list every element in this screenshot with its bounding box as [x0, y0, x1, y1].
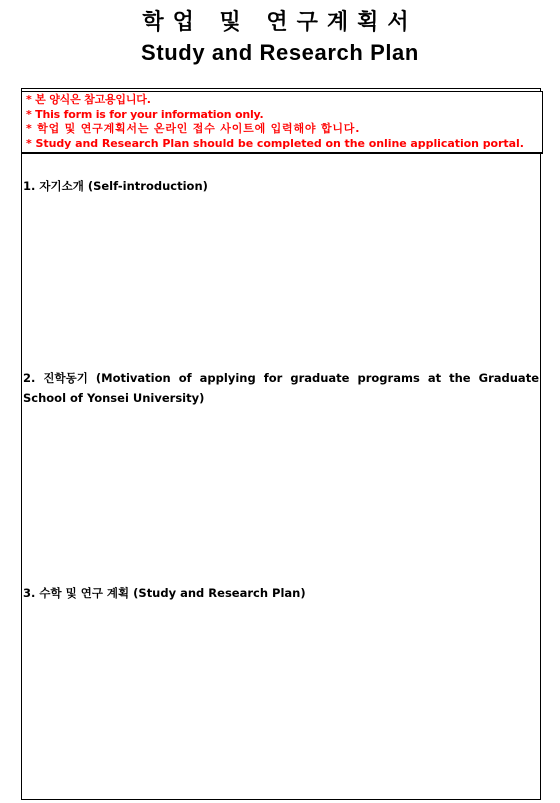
- section-study-research-plan-label: 3. 수학 및 연구 계획 (Study and Research Plan): [23, 586, 306, 600]
- section-motivation-label-line-1: 2. 진학동기 (Motivation of applying for graduate programs at the Graduate: [23, 371, 539, 385]
- self-introduction-answer-area[interactable]: [23, 200, 537, 360]
- page-title-korean: 학업 및 연구계획서: [142, 10, 418, 35]
- notice-line-online-ko: * 학업 및 연구계획서는 온라인 접수 사이트에 입력해야 합니다.: [26, 122, 361, 135]
- section-self-introduction-label: 1. 자기소개 (Self-introduction): [23, 179, 208, 193]
- section-motivation-label-line-2: School of Yonsei University): [23, 391, 205, 405]
- notice-line-reference-ko: * 본 양식은 참고용입니다.: [26, 93, 151, 106]
- page-title-english: Study and Research Plan: [141, 40, 419, 65]
- notice-line-reference-en: * This form is for your information only.: [26, 107, 264, 121]
- notice-box: [21, 91, 543, 154]
- study-research-plan-answer-area[interactable]: [23, 605, 537, 795]
- motivation-answer-area[interactable]: [23, 410, 537, 575]
- notice-line-online-en: * Study and Research Plan should be completed on the online application portal.: [26, 136, 524, 150]
- section-motivation-label: [23, 368, 539, 408]
